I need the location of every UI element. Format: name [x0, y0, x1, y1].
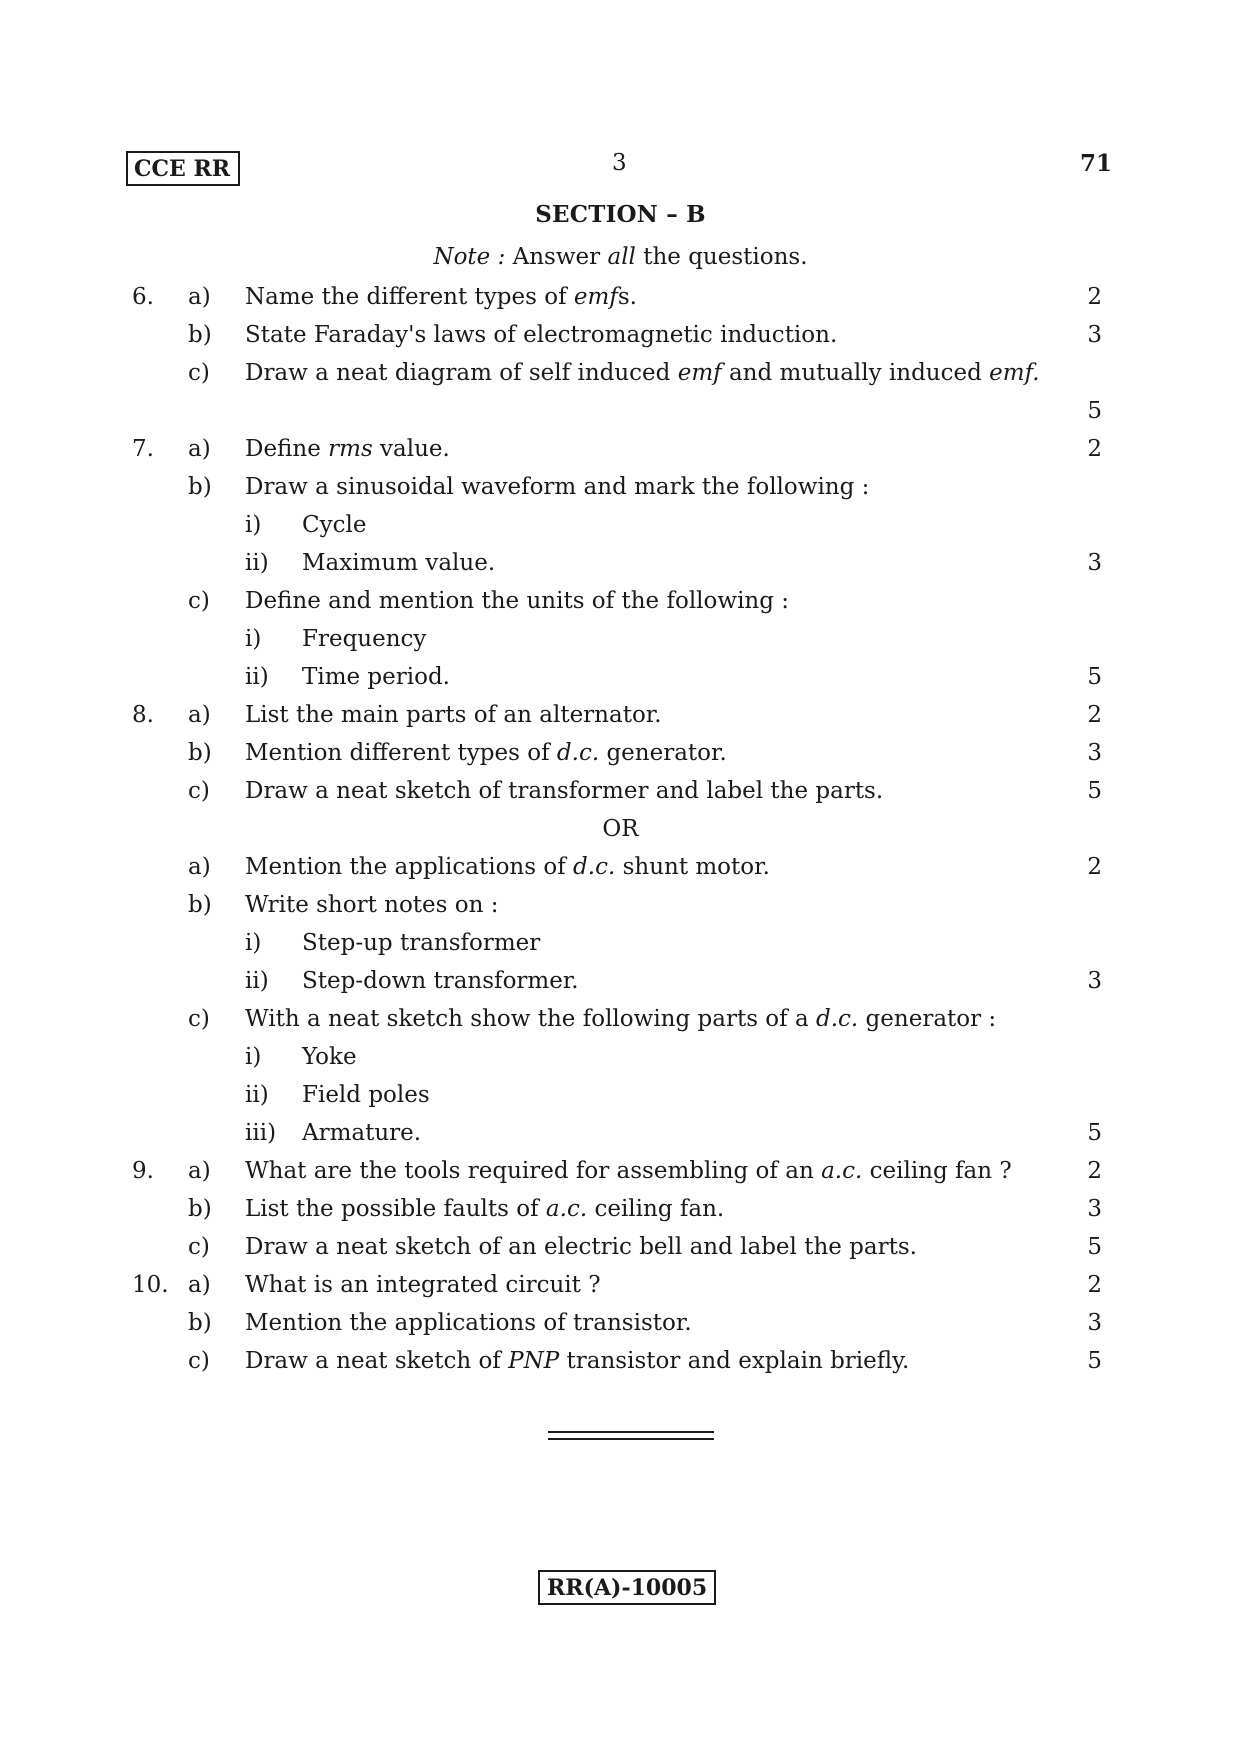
question-row	[0, 1228, 1241, 1266]
sub-item-text: Time period.	[302, 664, 450, 690]
marks: 2	[1087, 1158, 1102, 1184]
question-part: b)	[188, 892, 212, 918]
sub-item-numeral: ii)	[245, 1082, 269, 1108]
paper-code-box: CCE RR	[126, 151, 240, 186]
sub-item-text: Armature.	[302, 1120, 422, 1146]
marks: 5	[1087, 1120, 1102, 1146]
question-part: c)	[188, 588, 210, 614]
question-text: Draw a neat sketch of transformer and label the parts.	[245, 778, 884, 804]
question-part: a)	[188, 854, 211, 880]
marks: 2	[1087, 1272, 1102, 1298]
question-row	[0, 886, 1241, 924]
sub-question-row	[0, 1076, 1241, 1114]
question-part: b)	[188, 740, 212, 766]
question-row	[0, 468, 1241, 506]
question-row	[0, 278, 1241, 316]
question-number: 9.	[132, 1158, 154, 1184]
question-row	[0, 392, 1241, 430]
question-text: State Faraday's laws of electromagnetic induction.	[245, 322, 838, 348]
or-label: OR	[602, 816, 639, 842]
marks: 5	[1087, 1348, 1102, 1374]
question-row	[0, 696, 1241, 734]
question-part: a)	[188, 284, 211, 310]
question-row	[0, 848, 1241, 886]
question-text: Draw a neat sketch of PNP transistor and explain briefly.	[245, 1348, 910, 1374]
marks: 5	[1087, 778, 1102, 804]
marks: 3	[1087, 550, 1102, 576]
marks: 3	[1087, 322, 1102, 348]
question-part: b)	[188, 1310, 212, 1336]
note-text-pre: Answer	[505, 244, 608, 270]
sub-item-numeral: iii)	[245, 1120, 277, 1146]
sub-question-row	[0, 1114, 1241, 1152]
question-row	[0, 1304, 1241, 1342]
sub-question-row	[0, 962, 1241, 1000]
question-part: c)	[188, 1006, 210, 1032]
marks: 3	[1087, 968, 1102, 994]
or-separator	[0, 810, 1241, 848]
section-title: SECTION – B	[535, 201, 706, 228]
marks: 2	[1087, 284, 1102, 310]
sub-item-numeral: i)	[245, 512, 262, 538]
question-part: b)	[188, 322, 212, 348]
question-number: 7.	[132, 436, 154, 462]
question-number: 10.	[132, 1272, 169, 1298]
question-part: b)	[188, 474, 212, 500]
sub-item-text: Yoke	[302, 1044, 357, 1070]
marks: 2	[1087, 702, 1102, 728]
question-list	[0, 278, 1241, 1380]
marks: 3	[1087, 740, 1102, 766]
question-text: What is an integrated circuit ?	[245, 1272, 601, 1298]
question-row	[0, 354, 1241, 392]
question-part: c)	[188, 778, 210, 804]
question-row	[0, 1342, 1241, 1380]
end-double-rule	[548, 1431, 714, 1440]
question-part: a)	[188, 436, 211, 462]
question-text: With a neat sketch show the following parts of a d.c. generator :	[245, 1006, 997, 1032]
question-text: Write short notes on :	[245, 892, 499, 918]
question-part: c)	[188, 1348, 210, 1374]
marks: 2	[1087, 436, 1102, 462]
sub-item-text: Frequency	[302, 626, 427, 652]
marks: 5	[1087, 1234, 1102, 1260]
sub-question-row	[0, 924, 1241, 962]
question-row	[0, 772, 1241, 810]
sub-item-numeral: ii)	[245, 550, 269, 576]
sub-item-numeral: i)	[245, 930, 262, 956]
question-text: List the main parts of an alternator.	[245, 702, 662, 728]
question-text: Draw a neat sketch of an electric bell and label the parts.	[245, 1234, 917, 1260]
sub-question-row	[0, 658, 1241, 696]
sub-item-numeral: i)	[245, 626, 262, 652]
question-part: c)	[188, 360, 210, 386]
sub-item-numeral: i)	[245, 1044, 262, 1070]
question-row	[0, 734, 1241, 772]
sub-question-row	[0, 620, 1241, 658]
question-row	[0, 1000, 1241, 1038]
question-number: 6.	[132, 284, 154, 310]
question-row	[0, 1190, 1241, 1228]
question-text: Draw a neat diagram of self induced emf and mutually induced emf.	[245, 360, 1040, 386]
footer-code-box: RR(A)-10005	[538, 1570, 716, 1605]
page-number: 3	[612, 150, 627, 176]
question-number: 8.	[132, 702, 154, 728]
question-row	[0, 316, 1241, 354]
question-text: Mention the applications of d.c. shunt motor.	[245, 854, 770, 880]
question-text: Mention the applications of transistor.	[245, 1310, 692, 1336]
sub-item-text: Step-down transformer.	[302, 968, 579, 994]
question-text: Define rms value.	[245, 436, 450, 462]
question-text: Define and mention the units of the following :	[245, 588, 790, 614]
sub-item-text: Cycle	[302, 512, 367, 538]
question-text: Mention different types of d.c. generator.	[245, 740, 727, 766]
marks: 5	[1087, 398, 1102, 424]
sub-question-row	[0, 544, 1241, 582]
note-label: Note :	[433, 244, 506, 270]
question-part: b)	[188, 1196, 212, 1222]
question-part: a)	[188, 702, 211, 728]
sub-item-numeral: ii)	[245, 968, 269, 994]
question-text: Name the different types of emfs.	[245, 284, 637, 310]
sub-item-numeral: ii)	[245, 664, 269, 690]
note-text-post: the questions.	[635, 244, 808, 270]
question-row	[0, 1152, 1241, 1190]
sub-question-row	[0, 506, 1241, 544]
sub-question-row	[0, 1038, 1241, 1076]
note-emphasis: all	[607, 244, 636, 270]
sub-item-text: Maximum value.	[302, 550, 496, 576]
sub-item-text: Step-up transformer	[302, 930, 541, 956]
question-row	[0, 1266, 1241, 1304]
marks: 2	[1087, 854, 1102, 880]
question-part: c)	[188, 1234, 210, 1260]
question-text: What are the tools required for assembling of an a.c. ceiling fan ?	[245, 1158, 1012, 1184]
question-row	[0, 582, 1241, 620]
sub-item-text: Field poles	[302, 1082, 430, 1108]
paper-number: 71	[1080, 150, 1113, 177]
marks: 5	[1087, 664, 1102, 690]
marks: 3	[1087, 1310, 1102, 1336]
question-row	[0, 430, 1241, 468]
question-text: Draw a sinusoidal waveform and mark the following :	[245, 474, 870, 500]
question-text: List the possible faults of a.c. ceiling fan.	[245, 1196, 725, 1222]
marks: 3	[1087, 1196, 1102, 1222]
question-part: a)	[188, 1158, 211, 1184]
instruction-note	[0, 244, 1241, 270]
question-part: a)	[188, 1272, 211, 1298]
